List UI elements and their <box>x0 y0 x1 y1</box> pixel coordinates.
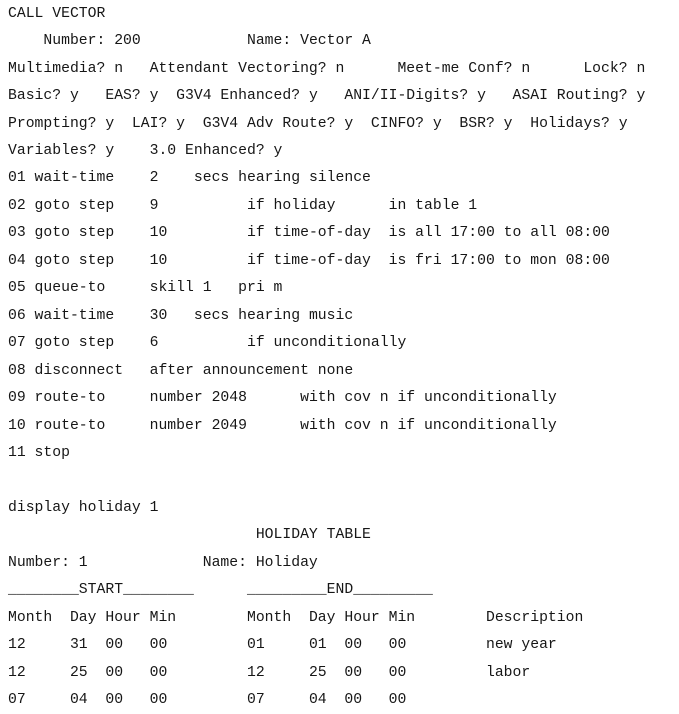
step-extra: in table 1 <box>388 197 478 214</box>
flag-basic-value: y <box>69 88 79 105</box>
holiday-cell: 31 <box>69 637 88 654</box>
step-number: 09 <box>8 390 26 407</box>
vector-title-row <box>8 0 679 27</box>
step-row-01 <box>8 165 679 192</box>
step-row-09 <box>8 384 679 411</box>
step-command: goto step <box>34 197 115 214</box>
holiday-cell: 07 <box>246 692 265 709</box>
holiday-cell: 04 <box>69 692 88 709</box>
flag-variables-value: y <box>105 142 115 159</box>
holiday-cell: 00 <box>149 692 168 709</box>
holiday-cell: 00 <box>149 664 168 681</box>
vector-number-value: 200 <box>114 33 141 50</box>
holiday-col-description: Description <box>485 609 584 626</box>
step-condition: with cov n if unconditionally <box>300 417 557 434</box>
holiday-command-row <box>8 494 679 521</box>
holiday-cell: 00 <box>344 692 363 709</box>
flag-30-enhanced-label: 3.0 Enhanced? <box>149 142 265 159</box>
step-argument: after announcement none <box>149 362 354 379</box>
step-command: disconnect <box>34 362 124 379</box>
flag-holidays-value: y <box>618 115 628 132</box>
step-number: 08 <box>8 362 26 379</box>
holiday-table-title: HOLIDAY TABLE <box>255 527 371 544</box>
step-row-06 <box>8 302 679 329</box>
flag-multimedia-label: Multimedia? <box>8 60 106 77</box>
holiday-cell: 00 <box>149 637 168 654</box>
step-argument: 30 <box>149 307 168 324</box>
step-argument: 2 <box>149 170 159 187</box>
step-number: 04 <box>8 252 26 269</box>
step-argument: skill 1 <box>149 280 212 297</box>
flag-cinfo-label: CINFO? <box>370 115 425 132</box>
holiday-name-label: Name: <box>202 554 247 571</box>
holiday-table-row <box>8 686 679 713</box>
vector-flags-row-2 <box>8 82 679 109</box>
step-command: wait-time <box>34 170 115 187</box>
holiday-group-header-row <box>8 577 679 604</box>
flag-eas-value: y <box>149 88 159 105</box>
holiday-start-group-header: ________START________ <box>8 582 194 599</box>
step-number: 11 <box>8 444 26 461</box>
holiday-cell: 01 <box>308 637 327 654</box>
holiday-end-group-header: _________END_________ <box>246 582 433 599</box>
holiday-cell: 00 <box>344 664 363 681</box>
step-argument: 10 <box>149 225 168 242</box>
holiday-table-row <box>8 631 679 658</box>
holiday-cell: 12 <box>8 637 26 654</box>
holiday-col-start-month: Month <box>8 609 53 626</box>
holiday-cell: 07 <box>8 692 26 709</box>
flag-basic-label: Basic? <box>8 88 62 105</box>
step-condition: secs hearing music <box>193 307 354 324</box>
blank-row <box>8 467 679 494</box>
step-number: 10 <box>8 417 26 434</box>
flag-prompting-value: y <box>105 115 115 132</box>
step-condition: secs hearing silence <box>193 170 371 187</box>
flag-eas-label: EAS? <box>105 88 141 105</box>
flag-lai-label: LAI? <box>131 115 168 132</box>
holiday-header-row <box>8 549 679 576</box>
holiday-cell: 00 <box>388 637 407 654</box>
step-command: route-to <box>34 390 106 407</box>
vector-flags-row-3 <box>8 110 679 137</box>
vector-title: CALL VECTOR <box>8 5 106 22</box>
flag-30-enhanced-value: y <box>273 142 283 159</box>
holiday-cell: 12 <box>8 664 26 681</box>
step-argument: number 2049 <box>149 417 247 434</box>
flag-holidays-label: Holidays? <box>530 115 610 132</box>
step-command: stop <box>34 444 70 461</box>
vector-name-label: Name: <box>246 33 292 50</box>
holiday-number-label: Number: <box>8 554 70 571</box>
flag-g3v4-enhanced-value: y <box>308 88 318 105</box>
holiday-col-end-month: Month <box>246 609 292 626</box>
flag-bsr-label: BSR? <box>459 115 495 132</box>
flag-prompting-label: Prompting? <box>8 115 97 132</box>
step-row-07 <box>8 329 679 356</box>
flag-g3v4-adv-route-label: G3V4 Adv Route? <box>202 115 336 132</box>
flag-attendant-vectoring-label: Attendant Vectoring? <box>149 60 327 77</box>
step-command: wait-time <box>34 307 115 324</box>
flag-ani-ii-digits-label: ANI/II-Digits? <box>344 88 469 105</box>
holiday-cell: 00 <box>105 637 124 654</box>
step-number: 01 <box>8 170 26 187</box>
holiday-col-end-min: Min <box>388 609 416 626</box>
vector-flags-row-4 <box>8 137 679 164</box>
vector-header-row <box>8 27 679 54</box>
flag-g3v4-adv-route-value: y <box>344 115 354 132</box>
flag-asai-routing-value: y <box>636 88 646 105</box>
step-argument: number 2048 <box>149 390 247 407</box>
step-number: 05 <box>8 280 26 297</box>
flag-meet-me-conf-label: Meet-me Conf? <box>397 60 513 77</box>
holiday-cell: 00 <box>105 664 124 681</box>
step-row-10 <box>8 412 679 439</box>
step-condition: if unconditionally <box>246 335 407 352</box>
step-argument: 6 <box>149 335 159 352</box>
step-condition: pri m <box>238 280 283 297</box>
holiday-cell: 01 <box>246 637 265 654</box>
step-condition: if time-of-day <box>246 252 371 269</box>
step-condition: with cov n if unconditionally <box>300 390 557 407</box>
flag-attendant-vectoring-value: n <box>335 60 345 77</box>
step-extra: is all 17:00 to all 08:00 <box>388 225 610 242</box>
flag-cinfo-value: y <box>432 115 442 132</box>
vector-flags-row-1 <box>8 55 679 82</box>
holiday-col-start-min: Min <box>149 609 177 626</box>
step-command: goto step <box>34 335 115 352</box>
step-command: goto step <box>34 225 115 242</box>
flag-variables-label: Variables? <box>8 142 97 159</box>
holiday-cell: 00 <box>388 692 407 709</box>
step-argument: 10 <box>149 252 168 269</box>
holiday-column-header-row <box>8 604 679 631</box>
step-row-03 <box>8 220 679 247</box>
holiday-cell: 04 <box>308 692 327 709</box>
step-row-04 <box>8 247 679 274</box>
step-condition: if holiday <box>246 197 336 214</box>
holiday-title-row <box>8 522 679 549</box>
holiday-name-value: Holiday <box>255 554 318 571</box>
step-row-11 <box>8 439 679 466</box>
flag-lock-label: Lock? <box>583 60 628 77</box>
flag-asai-routing-label: ASAI Routing? <box>512 88 628 105</box>
vector-name-value: Vector A <box>300 33 371 50</box>
step-command: queue-to <box>34 280 106 297</box>
step-number: 06 <box>8 307 26 324</box>
step-argument: 9 <box>149 197 159 214</box>
holiday-cell: 25 <box>69 664 88 681</box>
holiday-cell-description: new year <box>485 637 557 654</box>
holiday-col-end-day: Day <box>308 609 336 626</box>
step-command: goto step <box>34 252 115 269</box>
step-row-08 <box>8 357 679 384</box>
flag-bsr-value: y <box>503 115 513 132</box>
holiday-command: display holiday 1 <box>8 499 159 516</box>
holiday-col-start-day: Day <box>69 609 97 626</box>
holiday-cell: 00 <box>105 692 124 709</box>
flag-meet-me-conf-value: n <box>521 60 531 77</box>
step-row-02 <box>8 192 679 219</box>
holiday-cell: 00 <box>388 664 407 681</box>
flag-lock-value: n <box>636 60 646 77</box>
holiday-cell-description: labor <box>485 664 531 681</box>
holiday-cell: 25 <box>308 664 327 681</box>
holiday-number-value: 1 <box>78 554 88 571</box>
step-number: 07 <box>8 335 26 352</box>
step-condition: if time-of-day <box>246 225 371 242</box>
flag-multimedia-value: n <box>114 60 124 77</box>
holiday-col-end-hour: Hour <box>344 609 380 626</box>
holiday-table-row <box>8 659 679 686</box>
flag-g3v4-enhanced-label: G3V4 Enhanced? <box>176 88 301 105</box>
step-number: 02 <box>8 197 26 214</box>
flag-lai-value: y <box>176 115 186 132</box>
step-extra: is fri 17:00 to mon 08:00 <box>388 252 610 269</box>
vector-number-label: Number: <box>43 33 106 50</box>
holiday-cell: 12 <box>246 664 265 681</box>
holiday-cell: 00 <box>344 637 363 654</box>
holiday-col-start-hour: Hour <box>105 609 141 626</box>
step-number: 03 <box>8 225 26 242</box>
step-command: route-to <box>34 417 106 434</box>
step-row-05 <box>8 275 679 302</box>
flag-ani-ii-digits-value: y <box>477 88 486 105</box>
